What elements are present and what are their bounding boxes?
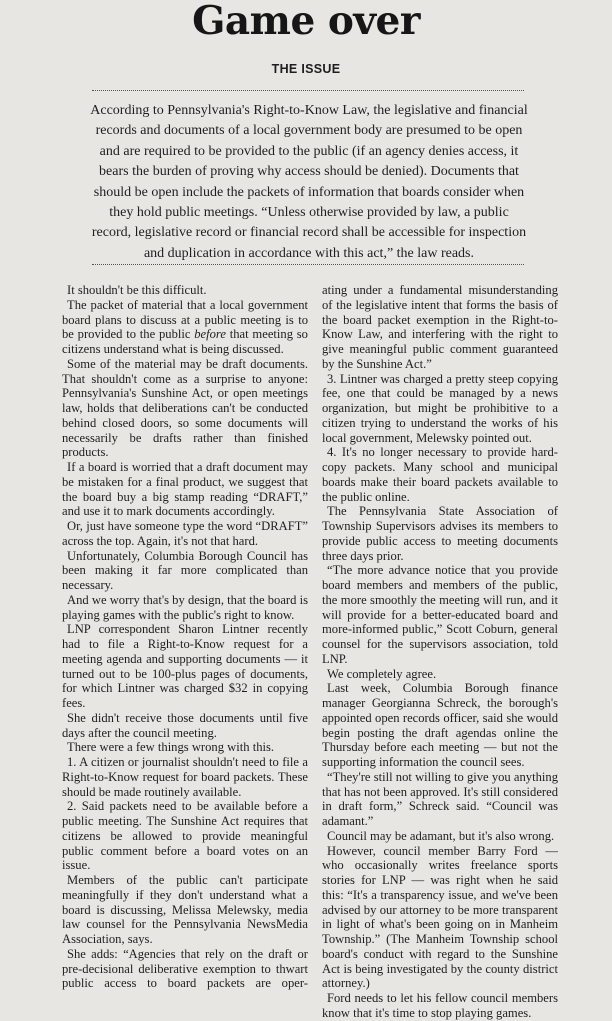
intro-summary: According to Pennsylvania's Right-to-Know Law, the legislative and financial records and documents of a local government body are presumed to be open and are required to be provided to the public (if an agency denies access, it bears the burden of proving why access should be denied). Documents that should be open include the packets of information that boards consider when they hold public meetings. “Unless otherwise provided by law, a public record, legislative record or financial record shall be accessible for inspection and duplication in accordance with this act,” the law reads. (90, 103, 528, 261)
article-paragraph: 2. Said packets need to be available before a public meeting. The Sunshine Act requires that citizens be allowed to provide meaningful public comment before a board votes on an issue. (62, 799, 308, 873)
article-paragraph: 1. A citizen or journalist shouldn't need to file a Right-to-Know request for board packets. These should be made routinely available. (62, 755, 308, 799)
top-divider (92, 90, 524, 91)
article-paragraph: ating under a fundamental misunderstanding of the legislative intent that forms the basis of the board packet exemption in the Right-to-Know Law, and interfering with the right to give meaningful public comment guaranteed by the Sunshine Act.” (322, 283, 558, 371)
headline: Game over (192, 0, 420, 44)
article-paragraph: LNP correspondent Sharon Lintner recently had to file a Right-to-Know request for a meeting agenda and supporting documents — it turned out to be 100-plus pages of documents, for which Lintner was charged $32 in copying fees. (62, 622, 308, 710)
article-paragraph: 3. Lintner was charged a pretty steep copying fee, one that could be managed by a news organization, but might be prohibitive to a citizen trying to understand the works of his local government, Melewsky pointed out. (322, 371, 558, 445)
article-paragraph: If a board is worried that a draft document may be mistaken for a final product, we suggest that the board buy a big stamp reading “DRAFT,” and use it to mark documents accordingly. (62, 460, 308, 519)
left-column (62, 283, 308, 991)
article-paragraph: She adds: “Agencies that rely on the draft or pre-decisional deliberative exemption to thwart public access to board packets are oper- (62, 946, 308, 991)
article-paragraph: Members of the public can't participate meaningfully if they don't understand what a board is discussing, Melissa Melewsky, media law counsel for the Pennsylvania NewsMedia Association, says. (62, 873, 308, 946)
article-paragraph: She didn't receive those documents until five days after the council meeting. (62, 710, 308, 740)
right-column (322, 283, 558, 1021)
article-paragraph: Ford needs to let his fellow council members know that it's time to stop playing games. (322, 991, 558, 1020)
article-paragraph: It shouldn't be this difficult. (67, 283, 207, 297)
section-kicker: THE ISSUE (271, 62, 341, 76)
article-paragraph: The Pennsylvania State Association of Township Supervisors advises its members to provide public access to meeting documents three days prior. (322, 504, 558, 563)
article-paragraph: There were a few things wrong with this. (67, 740, 275, 755)
article-paragraph: 4. It's no longer necessary to provide hard-copy packets. Many school and municipal boards make their board packets available to the public online. (322, 445, 558, 504)
article-paragraph: The packet of material that a local government board plans to discuss at a public meeting is to be provided to the public before that meeting so citizens understand what is being discussed. (62, 297, 308, 356)
article-paragraph: And we worry that's by design, that the board is playing games with the public's right to know. (62, 592, 308, 622)
article-paragraph: We completely agree. (327, 666, 437, 681)
article-paragraph: Last week, Columbia Borough finance manager Georgianna Schreck, the borough's appointed open records officer, said she would begin posting the draft agendas online the Thursday before each meeting — but not the supporting information the council sees. (322, 681, 558, 769)
article-paragraph: Council may be adamant, but it's also wrong. (327, 828, 555, 843)
bottom-divider (92, 264, 524, 265)
article-paragraph: “The more advance notice that you provide board members and members of the public, the more smoothly the meeting will run, and it will provide for a better-educated board and more-informed public,” Scott Coburn, general counsel for the supervisors association, told LNP. (322, 563, 558, 666)
article-paragraph: Unfortunately, Columbia Borough Council has been making it far more complicated than necessary. (62, 548, 308, 592)
article-paragraph: “They're still not willing to give you anything that has not been approved. It's still considered in draft form,” Schreck said. “Council was adamant.” (322, 769, 558, 828)
article-paragraph: Or, just have someone type the word “DRAFT” across the top. Again, it's not that hard. (62, 519, 308, 548)
article-paragraph: Some of the material may be draft documents. That shouldn't come as a surprise to anyone: Pennsylvania's Sunshine Act, or open meetings law, holds that deliberations can't be conducted behind closed doors, so some documents will necessarily be drafts rather than finished products. (62, 356, 308, 460)
article-paragraph: However, council member Barry Ford — who occasionally writes freelance sports stories for LNP — was right when he said this: “It's a transparency issue, and we've been advised by our attorney to be more transparent in light of what's been going on in Manheim Township.” (The Manheim Township school board's conduct with regard to the Sunshine Act is being investigated by the county district attorney.) (322, 843, 558, 991)
